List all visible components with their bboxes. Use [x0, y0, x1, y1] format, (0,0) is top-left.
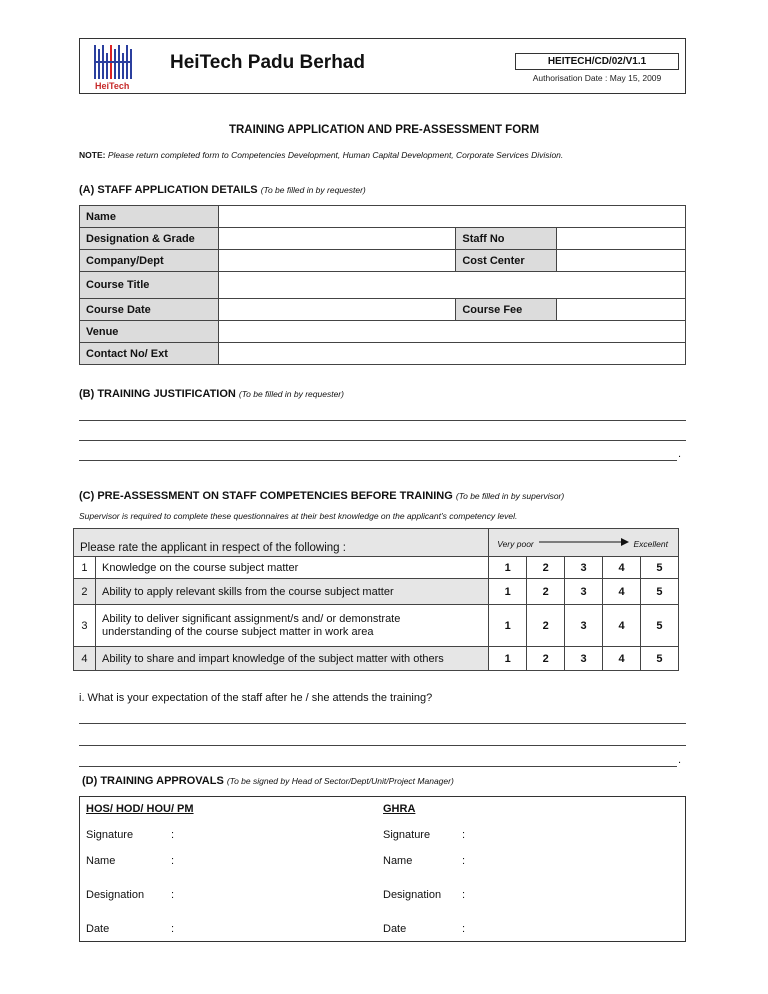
justification-line-3[interactable]: [79, 460, 677, 461]
ghra-date-colon[interactable]: :: [462, 923, 466, 935]
form-title: TRAINING APPLICATION AND PRE-ASSESSMENT FORM: [228, 124, 540, 136]
rating-row-2: [74, 579, 679, 605]
ghra-name-colon[interactable]: :: [462, 855, 466, 867]
score-1[interactable]: 1: [489, 557, 527, 579]
ghra-heading: GHRA: [383, 803, 416, 815]
justification-line-1[interactable]: [79, 420, 686, 421]
designation-label: Designation & Grade: [80, 228, 219, 250]
item-index: 3: [74, 605, 96, 647]
hos-signature-colon[interactable]: :: [171, 829, 175, 841]
ghra-date-label: Date: [383, 923, 407, 935]
section-d-heading: [82, 775, 454, 787]
item-index: 2: [74, 579, 96, 605]
section-b-hint: (To be filled in by requester): [238, 389, 344, 399]
item-text: Ability to apply relevant skills from the course subject matter: [95, 579, 488, 605]
hos-signature-label: Signature: [86, 829, 134, 841]
rating-prompt: Please rate the applicant in respect of the following :: [74, 529, 489, 557]
score-4[interactable]: 4: [603, 579, 641, 605]
score-3[interactable]: 3: [565, 647, 603, 671]
score-4[interactable]: 4: [603, 557, 641, 579]
staff-details-table: [79, 205, 686, 365]
score-1[interactable]: 1: [489, 647, 527, 671]
hos-heading: HOS/ HOD/ HOU/ PM: [86, 803, 194, 815]
score-3[interactable]: 3: [565, 605, 603, 647]
svg-text:HeiTech: HeiTech: [95, 81, 130, 91]
score-4[interactable]: 4: [603, 605, 641, 647]
rating-scale-header: [489, 529, 679, 557]
score-5[interactable]: 5: [640, 647, 678, 671]
item-index: 4: [74, 647, 96, 671]
venue-field[interactable]: [218, 321, 685, 343]
designation-field[interactable]: [218, 228, 455, 250]
hos-designation-colon[interactable]: :: [171, 889, 175, 901]
scale-low-label: Very poor: [497, 539, 534, 549]
pre-assessment-table: [73, 528, 679, 671]
cost-center-label: Cost Center: [456, 250, 557, 272]
justification-end-mark: .: [678, 448, 682, 460]
hos-date-colon[interactable]: :: [171, 923, 175, 935]
item-text: Ability to share and impart knowledge of the subject matter with others: [95, 647, 488, 671]
note-text: Please return completed form to Competencies Development, Human Capital Development, Corporate Services Division.: [107, 150, 564, 160]
hos-date-label: Date: [86, 923, 110, 935]
section-c-title: (C) PRE-ASSESSMENT ON STAFF COMPETENCIES BEFORE TRAINING: [79, 490, 453, 502]
section-c-hint: (To be filled in by supervisor): [455, 491, 565, 501]
expectation-line-3[interactable]: [79, 766, 677, 767]
course-title-label: Course Title: [80, 272, 219, 299]
rating-row-3: [74, 605, 679, 647]
item-text: Knowledge on the course subject matter: [95, 557, 488, 579]
section-b-title: (B) TRAINING JUSTIFICATION: [79, 388, 236, 400]
hos-designation-label: Designation: [86, 889, 145, 901]
score-2[interactable]: 2: [527, 647, 565, 671]
score-5[interactable]: 5: [640, 557, 678, 579]
scale-high-label: Excellent: [633, 539, 668, 549]
section-d-title: (D) TRAINING APPROVALS: [82, 775, 224, 787]
section-c-heading: [79, 490, 564, 502]
item-index: 1: [74, 557, 96, 579]
supervisor-instruction: Supervisor is required to complete these questionnaires at their best knowledge on the applicant’s competency level.: [79, 511, 518, 521]
score-1[interactable]: 1: [489, 605, 527, 647]
expectation-question: i. What is your expectation of the staff after he / she attends the training?: [79, 692, 433, 704]
course-date-label: Course Date: [80, 299, 219, 321]
expectation-line-2[interactable]: [79, 745, 686, 746]
item-text: Ability to deliver significant assignment/s and/ or demonstrate understanding of the course subject matter in work area: [95, 605, 488, 647]
ghra-name-label: Name: [383, 855, 413, 867]
score-4[interactable]: 4: [603, 647, 641, 671]
hos-name-colon[interactable]: :: [171, 855, 175, 867]
authorisation-date: Authorisation Date : May 15, 2009: [532, 73, 662, 83]
ghra-designation-colon[interactable]: :: [462, 889, 466, 901]
hos-name-label: Name: [86, 855, 116, 867]
venue-label: Venue: [80, 321, 219, 343]
approvals-box: [79, 796, 686, 942]
score-5[interactable]: 5: [640, 605, 678, 647]
company-field[interactable]: [218, 250, 455, 272]
score-2[interactable]: 2: [527, 579, 565, 605]
heitech-logo: [92, 43, 138, 91]
justification-line-2[interactable]: [79, 440, 686, 441]
section-a-heading: [79, 184, 366, 196]
name-field[interactable]: [218, 206, 685, 228]
note-label: NOTE:: [79, 150, 106, 160]
company-label: Company/Dept: [80, 250, 219, 272]
course-title-field[interactable]: [218, 272, 685, 299]
course-date-field[interactable]: [218, 299, 455, 321]
course-fee-label: Course Fee: [456, 299, 557, 321]
score-5[interactable]: 5: [640, 579, 678, 605]
section-d-hint: (To be signed by Head of Sector/Dept/Unit/Project Manager): [226, 776, 454, 786]
ghra-designation-label: Designation: [383, 889, 442, 901]
expectation-line-1[interactable]: [79, 723, 686, 724]
ghra-signature-colon[interactable]: :: [462, 829, 466, 841]
scale-arrow-icon: [539, 537, 629, 547]
ghra-signature-label: Signature: [383, 829, 431, 841]
company-name: HeiTech Padu Berhad: [170, 52, 365, 73]
cost-center-field[interactable]: [557, 250, 686, 272]
section-a-hint: (To be filled in by requester): [260, 185, 366, 195]
section-b-heading: [79, 388, 344, 400]
rating-row-4: [74, 647, 679, 671]
score-1[interactable]: 1: [489, 579, 527, 605]
note: [79, 150, 563, 160]
score-3[interactable]: 3: [565, 557, 603, 579]
staff-no-field[interactable]: [557, 228, 686, 250]
course-fee-field[interactable]: [557, 299, 686, 321]
contact-label: Contact No/ Ext: [80, 343, 219, 365]
staff-no-label: Staff No: [456, 228, 557, 250]
name-label: Name: [80, 206, 219, 228]
section-a-title: (A) STAFF APPLICATION DETAILS: [79, 184, 258, 196]
contact-field[interactable]: [218, 343, 685, 365]
score-2[interactable]: 2: [527, 605, 565, 647]
score-3[interactable]: 3: [565, 579, 603, 605]
document-code: HEITECH/CD/02/V1.1: [515, 53, 679, 70]
score-2[interactable]: 2: [527, 557, 565, 579]
expectation-end-mark: .: [678, 754, 682, 766]
rating-row-1: [74, 557, 679, 579]
